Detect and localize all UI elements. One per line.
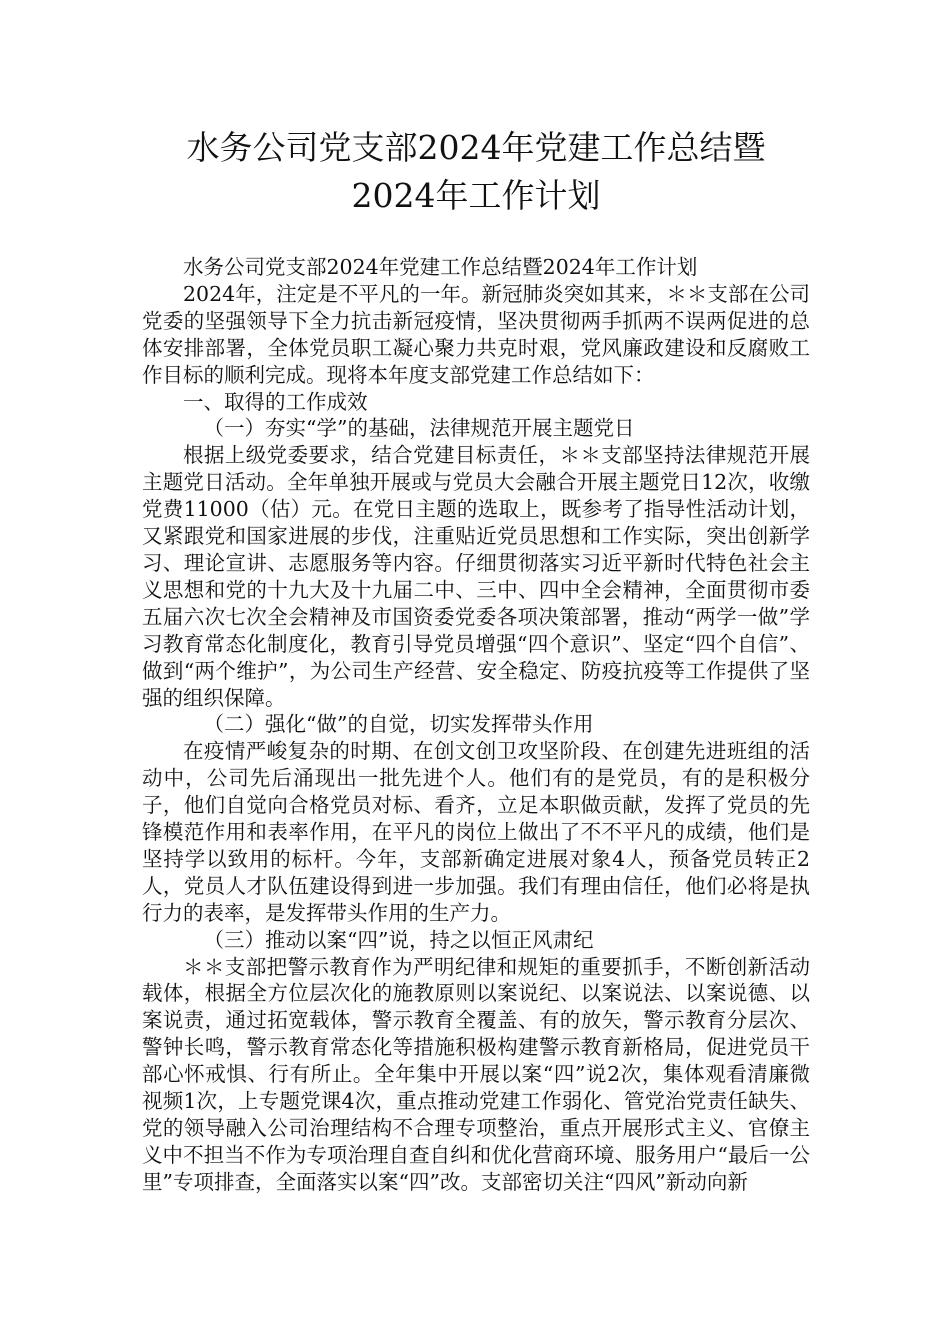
- sub-heading-3: （三）推动以案“四”说，持之以恒正风肃纪: [203, 927, 594, 952]
- paragraph-body-1: 根据上级党委要求，结合党建目标责任，＊＊支部坚持法律规范开展主题党日活动。全年单独开展或与党员大会融合开展主题党日12次，收缴党费11000（估）元。在党日主题的选取上，既参考了指导性活动计划，又紧跟党和国家进展的步伐，注重贴近党员思想和工作实际，突出创新学习、理论宣讲、志愿服务等内容。仔细贯彻落实习近平新时代特色社会主义思想和党的十九大及十九届二中、三中、四中全会精神，全面贯彻市委五届六次七次全会精神及市国资委党委各项决策部署，推动“两学一做”学习教育常态化制度化，教育引导党员增强“四个意识”、坚定“四个自信”、做到“两个维护”，为公司生产经营、安全稳定、防疫抗疫等工作提供了坚强的组织保障。: [142, 443, 810, 710]
- section-heading: 一、取得的工作成效: [183, 389, 368, 414]
- title-line-2: 2024年工作计划: [351, 176, 601, 215]
- paragraph-intro: 2024年，注定是不平凡的一年。新冠肺炎突如其来，＊＊支部在公司党委的坚强领导下全力抗击新冠疫情，坚决贯彻两手抓两不误两促进的总体安排部署，全体党员职工凝心聚力共克时艰，党风廉政建设和反腐败工作目标的顺利完成。现将本年度支部党建工作总结如下：: [142, 281, 810, 387]
- sub-heading-1: （一）夯实“学”的基础，法律规范开展主题党日: [203, 416, 635, 441]
- paragraph-repeated-title: 水务公司党支部2024年党建工作总结暨2024年工作计划: [183, 255, 698, 279]
- document-body: [142, 254, 810, 1196]
- title-line-1: 水务公司党支部2024年党建工作总结暨: [186, 128, 766, 167]
- sub-heading-2: （二）强化“做”的自觉，切实发挥带头作用: [203, 712, 594, 737]
- paragraph-body-2: 在疫情严峻复杂的时期、在创文创卫攻坚阶段、在创建先进班组的活动中，公司先后涌现出一批先进个人。他们有的是党员，有的是积极分子，他们自觉向合格党员对标、看齐，立足本职做贡献，发挥了党员的先锋模范作用和表率作用，在平凡的岗位上做出了不不平凡的成绩，他们是坚持学以致用的标杆。今年，支部新确定进展对象4人，预备党员转正2人，党员人才队伍建设得到进一步加强。我们有理由信任，他们必将是执行力的表率，是发挥带头作用的生产力。: [142, 739, 810, 925]
- page-title: [142, 124, 810, 220]
- paragraph-body-3: ＊＊支部把警示教育作为严明纪律和规矩的重要抓手，不断创新活动载体，根据全方位层次化的施教原则以案说纪、以案说法、以案说德、以案说责，通过拓宽载体，警示教育全覆盖、有的放矢，警示教育分层次、警钟长鸣，警示教育常态化等措施积极构建警示教育新格局，促进党员干部心怀戒惧、行有所止。全年集中开展以案“四”说2次，集体观看清廉微视频1次，上专题党课4次，重点推动党建工作弱化、管党治党责任缺失、党的领导融入公司治理结构不合理专项整治，重点开展形式主义、官僚主义中不担当不作为专项治理自查自纠和优化营商环境、服务用户“最后一公里”专项排查，全面落实以案“四”改。支部密切关注“四风”新动向新: [142, 954, 810, 1194]
